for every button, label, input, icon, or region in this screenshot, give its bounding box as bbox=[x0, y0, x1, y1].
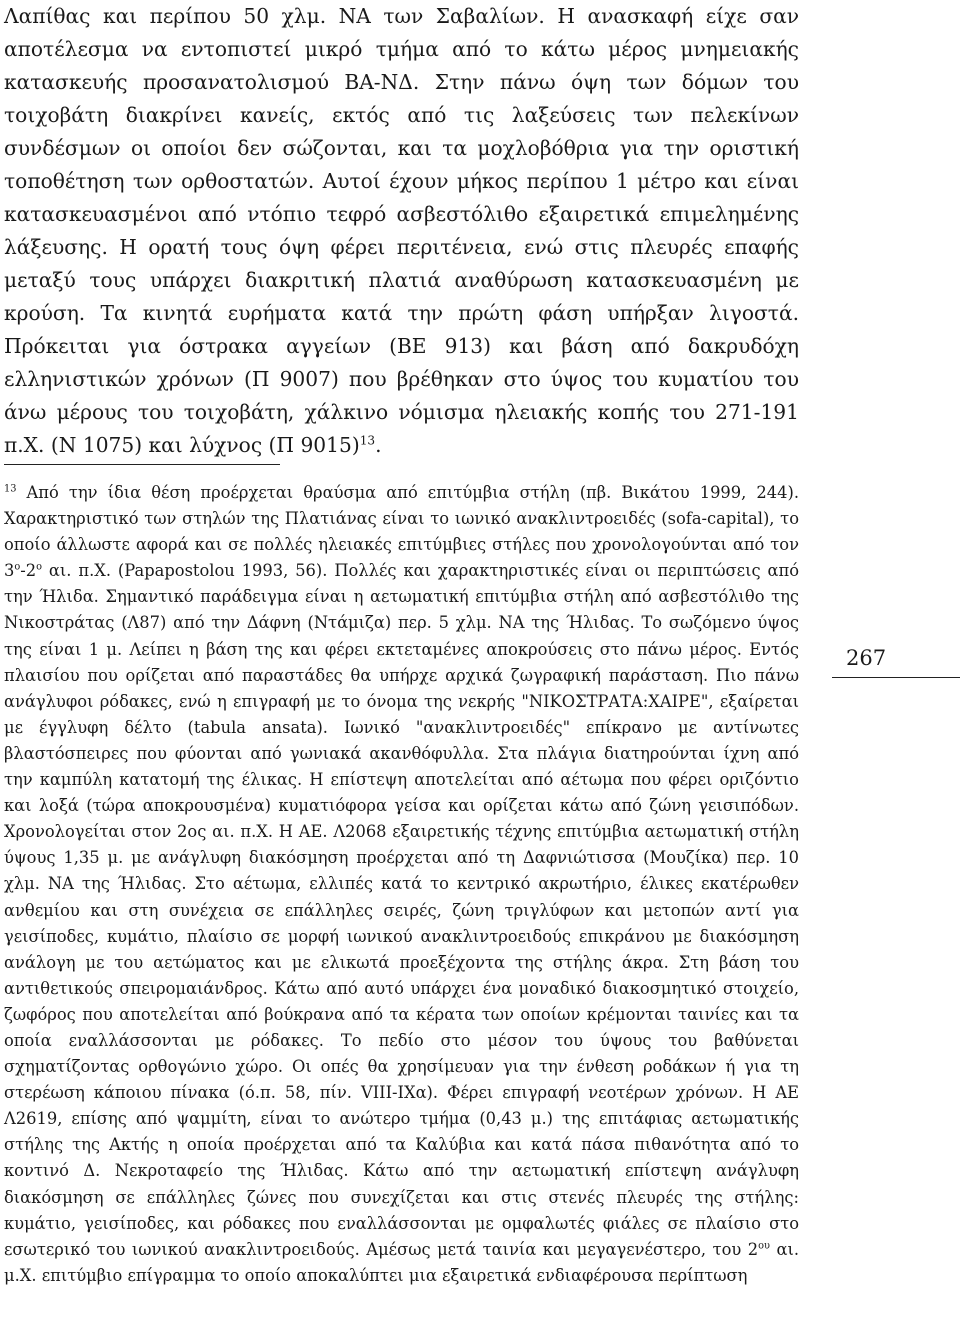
footnote-text-part1: Από την ίδια θέση προέρχεται θραύσμα από επιτύμβια στήλη (πβ. Βικάτου 1999, 244). Χαρακτηριστικό των στηλών της Πλατιάνας είναι το ιωνικό ανακλιντροειδές (sofa-capital), το οποίο άλλωστε αφορά και σε πολλές ηλειακές επιτύμβιες στήλες που χρονολογούνται από τον 3 bbox=[4, 483, 799, 581]
paragraph-end-punctuation: . bbox=[375, 433, 382, 457]
footnote-13 bbox=[4, 480, 799, 1289]
footnote-separator bbox=[4, 464, 280, 465]
body-paragraph bbox=[4, 0, 799, 462]
page-number-underline bbox=[832, 677, 960, 678]
ordinal-superscript-3: ου bbox=[758, 1240, 770, 1252]
footnote-text-part2: αι. π.Χ. (Papapostolou 1993, 56). Πολλές και χαρακτηριστικές είναι οι περιπτώσεις από την Ήλιδα. Σημαντικό παράδειγμα είναι η αετωματική επιτύμβια στήλη από ασβεστόλιθο της Νικοστράτας (Λ87) από την Δάφνη (Ντάμιζα) περ. 5 χλμ. ΝΑ της Ήλιδας. Το σωζόμενο ύψος της είναι 1 μ. Λείπει η βάση της και φέρει εκτεταμένες αποκρούσεις στο πάνω μέρος. Εντός πλαισίου που ορίζεται από παραστάδες θα υπήρχε αρχικά ζωγραφική παράσταση. Πιο πάνω ανάγλυφοι ρόδακες, ενώ η επιγραφή με το όνομα της νεκρής "ΝΙΚΟΣΤΡΑΤΑ:ΧΑΙΡΕ", εξαίρεται με έγγλυφη δέλτο (tabula ansata). Ιωνικό "ανακλιντροειδές" επίκρανο με αντίνωτες βλαστόσπειρες που φύονται από γωνιακά ακανθόφυλλα. Στα πλάγια διατηρούνται ίχνη από την καμπύλη κατατομή της έλικας. Η επίστεψη αποτελείται από αέτωμα που φέρει οριζόντιο και λοξά (τώρα αποκρουσμένα) κυματιόφορα γείσα και ορίζεται κάτω από ζώνη γεισιπόδων. Χρονολογείται στον 2ος αι. π.Χ. Η ΑΕ. Λ2068 εξαιρετικής τέχνης επιτύμβια αετωματική στήλη ύψους 1,35 μ. με ανάγλυφη διακόσμηση προέρχεται από τη Δαφνιώτισσα (Μουζίκα) περ. 10 χλμ. ΝΑ της Ήλιδας. Στο αέτωμα, ελλιπές κατά το κεντρικό ακρωτήριο, έλικες εκατέρωθεν ανθεμίου και στη συνέχεια σε επάλληλες σειρές, ζώνη τριγλύφων και μετοπών αντί για γεισίποδες, κυμάτιο, πλαίσιο σε μορφή ιωνικού ανακλιντροειδούς επικράνου με διακόσμηση ανάλογη με του αετώματος και με ελικωτά προεξέχοντα της στήλης άκρα. Στη βάση του αντιθετικούς σπειρομαιάνδρος. Κάτω από αυτό υπάρχει ένα μοναδικό διακοσμητικό στοιχείο, ζωφόρος που αποτελείται από βούκρανα από τα κέρατα των οποίων κρέμονται ταινίες και τα οποία εναλλάσσονται με ρόδακες. Το πεδίο στο μέσον του ύψους του βαθύνεται σχηματίζοντας ορθογώνιο χώρο. Οι οπές θα χρησίμευαν για την ένθεση ροδάκων ή για τη στερέωση κάποιου πίνακα (ό.π. 58, πίν. VIII-IXα). Φέρει επιγραφή νεοτέρων χρόνων. Η ΑΕ Λ2619, επίσης από ψαμμίτη, είναι το ανώτερο τμήμα (0,43 μ.) της επιτάφιας αετωματικής στήλης της Ακτής η οποία προέρχεται από τα Καλύβια και κατά πάσα πιθανότητα από το κοντινό Δ. Νεκροταφείο της Ήλιδας. Κάτω από την αετωματική επίστεψη ανάγλυφη διακόσμηση σε επάλληλες ζώνες που συνεχίζεται και στις στενές πλευρές της στήλης: κυμάτιο, γεισίποδες, και ρόδακες που εναλλάσσονται με ομφαλωτές φιάλες σε πλαίσιο στο εσωτερικό του ιωνικού ανακλιντροειδούς. Αμέσως μετά ταινία και μεγαγενέστερο, του 2 bbox=[4, 561, 799, 1259]
footnote-reference[interactable]: 13 bbox=[359, 433, 376, 448]
body-paragraph-text: Λαπίθας και περίπου 50 χλμ. ΝΑ των Σαβαλίων. Η ανασκαφή είχε σαν αποτέλεσμα να εντοπιστεί μικρό τμήμα από το κάτω μέρος μνημειακής κατασκευής προσανατολισμού ΒΑ-ΝΔ. Στην πάνω όψη των δόμων του τοιχοβάτη διακρίνει κανείς, εκτός από τις λαξεύσεις των πελεκίνων συνδέσμων οι οποίοι δεν σώζονται, και τα μοχλοβόθρια για την οριστική τοποθέτηση των ορθοστατών. Αυτοί έχουν μήκος περίπου 1 μέτρο και είναι κατασκευασμένοι από ντόπιο τεφρό ασβεστόλιθο εξαιρετικά επιμελημένης λάξευσης. Η ορατή τους όψη φέρει περιτένεια, ενώ στις πλευρές επαφής μεταξύ τους υπάρχει διακριτική πλατιά αναθύρωση κατασκευασμένη με κρούση. Τα κινητά ευρήματα κατά την πρώτη φάση υπήρξαν λιγοστά. Πρόκειται για όστρακα αγγείων (ΒΕ 913) και βάση από δακρυδόχη ελληνιστικών χρόνων (Π 9007) που βρέθηκαν στο ύψος του κυματίου του άνω μέρους του τοιχοβάτη, χάλκινο νόμισμα ηλειακής κοπής του 271-191 π.Χ. (Ν 1075) και λύχνος (Π 9015) bbox=[4, 4, 799, 457]
footnote-dash: -2 bbox=[20, 561, 37, 581]
ordinal-superscript-2: ο bbox=[36, 561, 43, 573]
footnote-number: 13 bbox=[4, 483, 17, 495]
footnote-text-part3: αι. μ.Χ. επιτύμβιο επίγραμμα το οποίο αποκαλύπτει μια εξαιρετικά ενδιαφέρουσα περίπτωση bbox=[4, 1239, 800, 1285]
page-number: 267 bbox=[846, 646, 887, 670]
ordinal-superscript-1: ο bbox=[14, 561, 21, 573]
